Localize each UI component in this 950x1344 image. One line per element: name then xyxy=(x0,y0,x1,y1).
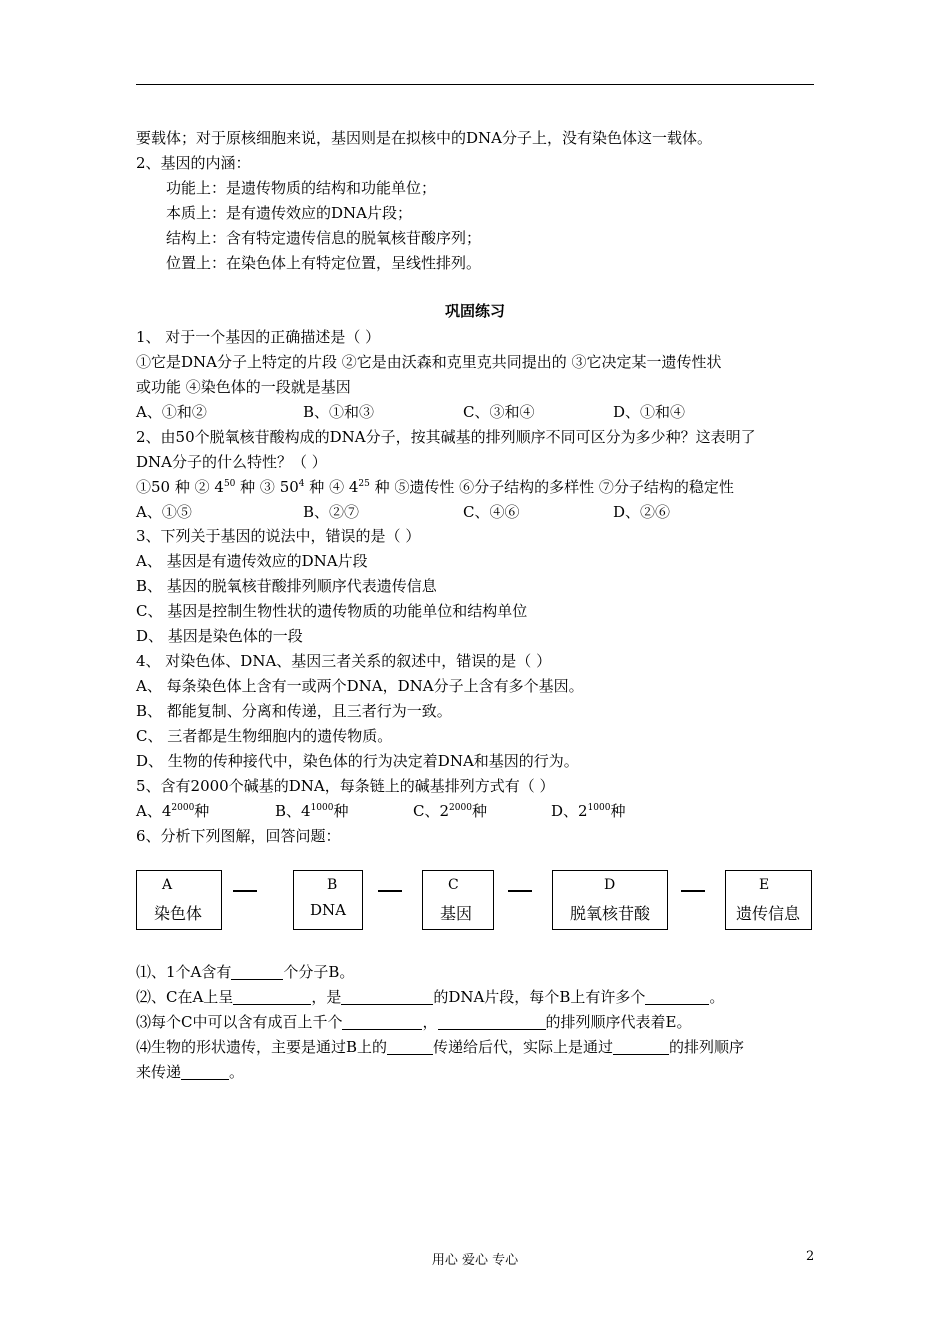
q4-option-b: B、 都能复制、分离和传递，且三者行为一致。 xyxy=(136,702,452,720)
q2-stem: 2、由50个脱氧核苷酸构成的DNA分子，按其碱基的排列顺序不同可区分为多少种？这表明了 xyxy=(136,428,756,446)
diagram-box-b xyxy=(293,870,363,930)
gene-essence: 本质上：是有遗传效应的DNA片段； xyxy=(166,204,412,222)
box-letter: D xyxy=(604,877,616,893)
q5-option-c: C、$2^{2000}$种 xyxy=(413,802,487,820)
q1-stem: 1、 对于一个基因的正确描述是（ ） xyxy=(136,328,381,346)
q1-option-a: A、①和② xyxy=(136,403,207,421)
q2-option-c: C、④⑥ xyxy=(463,503,520,521)
q5-stem: 5、含有2000个碱基的DNA，每条链上的碱基排列方式有（ ） xyxy=(136,777,555,795)
q4-option-d: D、 生物的传种接代中，染色体的行为决定着DNA和基因的行为。 xyxy=(136,752,579,770)
answer-blank[interactable] xyxy=(341,988,433,1005)
box-label: 脱氧核苷酸 xyxy=(570,904,651,923)
q1-option-c: C、③和④ xyxy=(463,403,535,421)
box-letter: B xyxy=(327,877,338,893)
diagram-connector xyxy=(233,890,257,892)
q2-stem-2: DNA分子的什么特性？（ ） xyxy=(136,453,327,471)
q3-stem: 3、下列关于基因的说法中，错误的是（ ） xyxy=(136,527,421,545)
q4-stem: 4、 对染色体、DNA、基因三者关系的叙述中，错误的是（ ） xyxy=(136,652,552,670)
q2-items: ①50 种 ② $4^{50}$ 种 ③ $50^4$ 种 ④ $4^{25}$ 种 ⑤遗传性 ⑥分子结构的多样性 ⑦分子结构的稳定性 xyxy=(136,478,734,496)
box-letter: A xyxy=(162,877,173,893)
diagram-box-e xyxy=(725,870,812,930)
q1-statements-1: ①它是DNA分子上特定的片段 ②它是由沃森和克里克共同提出的 ③它决定某一遗传性状 xyxy=(136,353,722,371)
diagram-connector xyxy=(681,890,705,892)
page-number: 2 xyxy=(806,1249,815,1264)
q2-option-b: B、②⑦ xyxy=(303,503,360,521)
q6-sub-1: ⑴、1个A含有 个分子B。 xyxy=(136,963,355,981)
q5-option-b: B、$4^{1000}$种 xyxy=(275,802,349,820)
q5-option-a: A、$4^{2000}$种 xyxy=(136,802,210,820)
answer-blank[interactable] xyxy=(342,1013,422,1030)
q5-option-d: D、$2^{1000}$种 xyxy=(551,802,626,820)
page-footer: 用心 爱心 专心 xyxy=(431,1253,519,1268)
gene-structure: 结构上：含有特定遗传信息的脱氧核苷酸序列； xyxy=(166,229,482,247)
q6-sub-4: ⑷生物的形状遗传，主要是通过B上的 传递给后代，实际上是通过 的排列顺序 xyxy=(136,1038,745,1056)
answer-blank[interactable] xyxy=(233,988,311,1005)
q2-option-a: A、①⑤ xyxy=(136,503,192,521)
q3-option-d: D、 基因是染色体的一段 xyxy=(136,627,303,645)
section-title: 巩固练习 xyxy=(444,302,505,320)
q3-option-a: A、 基因是有遗传效应的DNA片段 xyxy=(136,552,368,570)
answer-blank[interactable] xyxy=(387,1038,433,1055)
gene-position: 位置上：在染色体上有特定位置，呈线性排列。 xyxy=(166,254,482,272)
q1-option-d: D、①和④ xyxy=(613,403,686,421)
answer-blank[interactable] xyxy=(438,1013,546,1030)
answer-blank[interactable] xyxy=(181,1063,229,1080)
box-label: 染色体 xyxy=(154,904,203,923)
box-label: 遗传信息 xyxy=(736,904,801,923)
q6-stem: 6、分析下列图解，回答问题： xyxy=(136,827,341,845)
diagram-box-c xyxy=(422,870,494,930)
box-letter: C xyxy=(448,877,459,893)
answer-blank[interactable] xyxy=(645,988,709,1005)
header-rule xyxy=(136,84,814,85)
box-label: DNA xyxy=(310,901,346,919)
q6-sub-4-cont: 来传递 。 xyxy=(136,1063,245,1081)
q3-option-b: B、 基因的脱氧核苷酸排列顺序代表遗传信息 xyxy=(136,577,437,595)
q2-option-d: D、②⑥ xyxy=(613,503,671,521)
box-letter: E xyxy=(759,877,770,893)
diagram-box-d xyxy=(552,870,668,930)
diagram-connector xyxy=(508,890,532,892)
q6-sub-3: ⑶每个C中可以含有成百上千个 ， 的排列顺序代表着E。 xyxy=(136,1013,692,1031)
q4-option-a: A、 每条染色体上含有一或两个DNA，DNA分子上含有多个基因。 xyxy=(136,677,584,695)
gene-function: 功能上：是遗传物质的结构和功能单位； xyxy=(166,179,437,197)
intro-line-1: 要载体；对于原核细胞来说，基因则是在拟核中的DNA分子上，没有染色体这一载体。 xyxy=(136,129,712,147)
diagram-box-a xyxy=(136,870,222,930)
q6-sub-2: ⑵、C在A上呈 ，是 的DNA片段，每个B上有许多个 。 xyxy=(136,988,725,1006)
box-label: 基因 xyxy=(440,904,473,923)
q4-option-c: C、 三者都是生物细胞内的遗传物质。 xyxy=(136,727,393,745)
q3-option-c: C、 基因是控制生物性状的遗传物质的功能单位和结构单位 xyxy=(136,602,528,620)
intro-line-2: 2、基因的内涵： xyxy=(136,154,251,172)
diagram-connector xyxy=(378,890,402,892)
q1-option-b: B、①和③ xyxy=(303,403,375,421)
answer-blank[interactable] xyxy=(613,1038,669,1055)
q1-statements-2: 或功能 ④染色体的一段就是基因 xyxy=(136,378,351,396)
answer-blank[interactable] xyxy=(231,963,283,980)
